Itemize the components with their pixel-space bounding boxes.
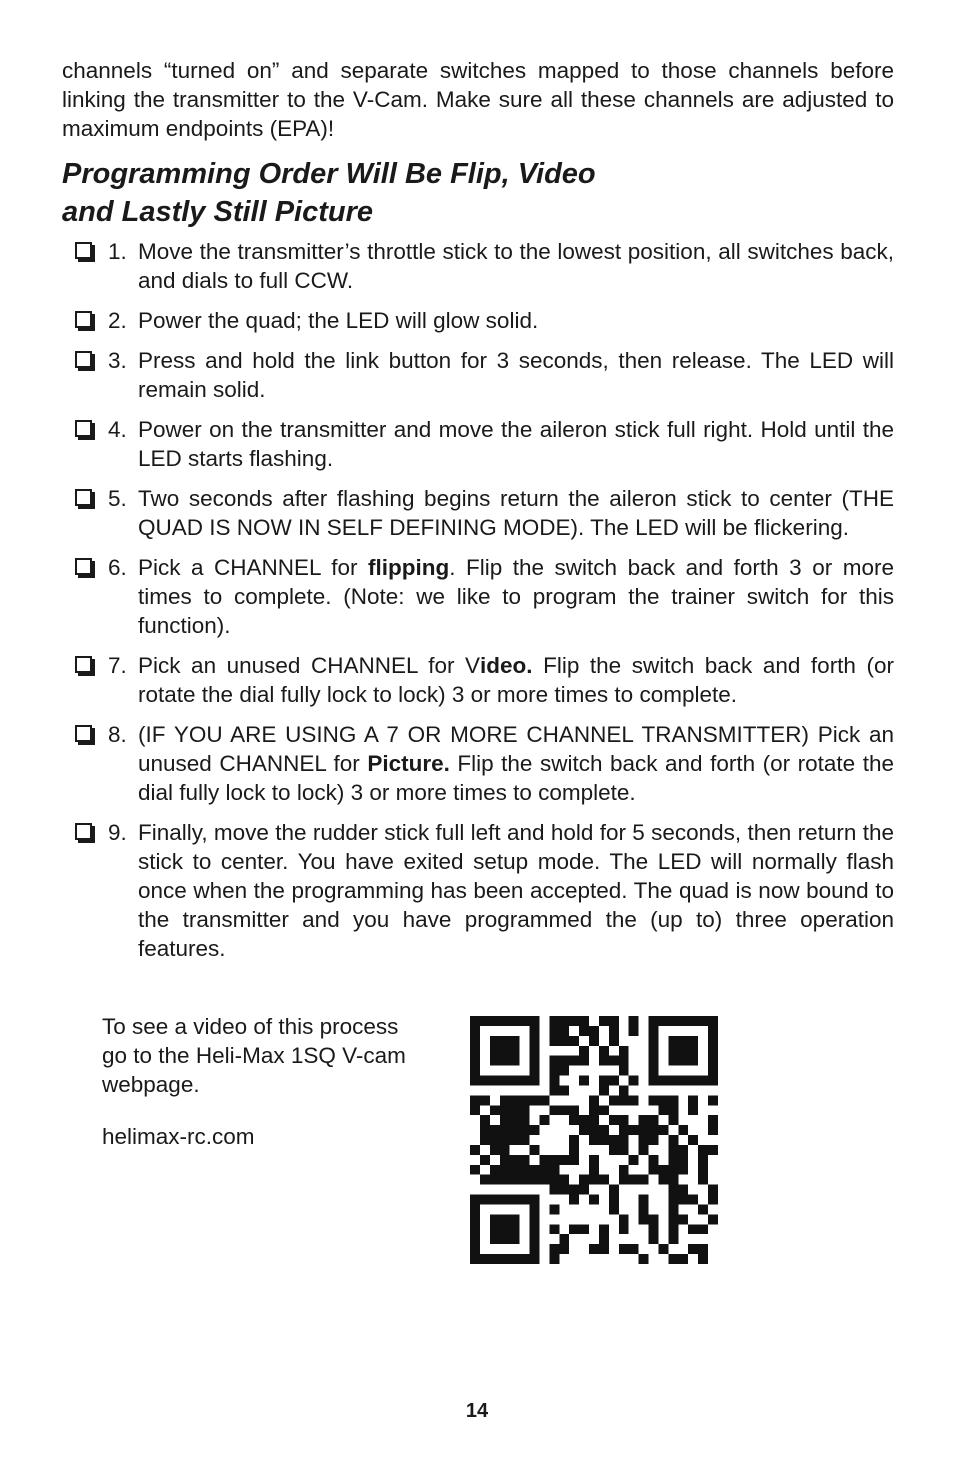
checklist-step: [62, 306, 894, 335]
checkbox-icon[interactable]: [75, 823, 92, 840]
step-text: Two seconds after flashing begins return the aileron stick to center (THE QUAD IS NOW IN SELF DEFINING MODE). The LED will be flickering.: [138, 486, 894, 540]
checklist-step: [62, 720, 894, 807]
step-text: ideo.: [480, 653, 533, 678]
page-content: [62, 56, 894, 974]
step-number: 7.: [108, 653, 127, 678]
checkbox-icon[interactable]: [75, 489, 92, 506]
checklist-step: [62, 651, 894, 709]
website-url[interactable]: helimax-rc.com: [102, 1124, 255, 1149]
checkbox-icon[interactable]: [75, 725, 92, 742]
qr-code-icon: [470, 1016, 718, 1264]
step-text: Picture.: [367, 751, 450, 776]
step-number: 8.: [108, 722, 127, 747]
step-text: (IF YOU ARE USING A 7 OR MORE CHANNEL TRANSMITTER) Pick an unused CHANNEL for: [138, 722, 894, 776]
checklist-step: [62, 484, 894, 542]
section-heading-line-2: and Lastly Still Picture: [62, 196, 374, 228]
section-heading-line-1: Programming Order Will Be Flip, Video: [62, 158, 596, 190]
step-text: Pick a CHANNEL for: [138, 555, 368, 580]
checkbox-icon[interactable]: [75, 351, 92, 368]
step-number: 1.: [108, 239, 127, 264]
step-text: Power the quad; the LED will glow solid.: [138, 308, 539, 333]
checklist-step: [62, 346, 894, 404]
step-list: [62, 237, 894, 963]
checkbox-icon[interactable]: [75, 558, 92, 575]
checklist-step: [62, 237, 894, 295]
video-note-text: To see a video of this process go to the Heli-Max 1SQ V-cam webpage.: [102, 1014, 406, 1097]
checkbox-icon[interactable]: [75, 311, 92, 328]
step-number: 3.: [108, 348, 127, 373]
page-number: 14: [465, 1400, 489, 1422]
checklist-step: [62, 415, 894, 473]
step-text: Press and hold the link button for 3 seconds, then release. The LED will remain solid.: [138, 348, 894, 402]
step-number: 2.: [108, 308, 127, 333]
step-text: . Flip the switch back and forth 3 or more times to complete. (Note: we like to program the trainer switch for this function).: [138, 555, 894, 638]
step-text: Pick an unused CHANNEL for V: [138, 653, 481, 678]
step-number: 9.: [108, 820, 127, 845]
step-text: Power on the transmitter and move the aileron stick full right. Hold until the LED starts flashing.: [138, 417, 894, 471]
video-note: [102, 1012, 422, 1151]
checklist-step: [62, 553, 894, 640]
intro-paragraph: channels “turned on” and separate switches mapped to those channels before linking the transmitter to the V-Cam. Make sure all these channels are adjusted to maximum endpoints (EPA)!: [62, 58, 894, 141]
step-number: 5.: [108, 486, 127, 511]
section-heading: [62, 155, 894, 231]
step-number: 6.: [108, 555, 127, 580]
checklist-step: [62, 818, 894, 963]
checkbox-icon[interactable]: [75, 242, 92, 259]
step-text: Flip the switch back and forth (or rotate the dial fully lock to lock) 3 or more times to complete.: [138, 751, 894, 805]
step-text: flipping: [368, 555, 450, 580]
step-text: Finally, move the rudder stick full left and hold for 5 seconds, then return the stick to center. You have exited setup mode. The LED will normally flash once when the programming has been accepted. The quad is now bound to the transmitter and you have programmed the (up to) three operation features.: [138, 820, 894, 961]
checkbox-icon[interactable]: [75, 656, 92, 673]
checkbox-icon[interactable]: [75, 420, 92, 437]
step-text: Flip the switch back and forth (or rotate the dial fully lock to lock) 3 or more times to complete.: [138, 653, 894, 707]
step-text: Move the transmitter’s throttle stick to the lowest position, all switches back, and dials to full CCW.: [138, 239, 894, 293]
step-number: 4.: [108, 417, 127, 442]
